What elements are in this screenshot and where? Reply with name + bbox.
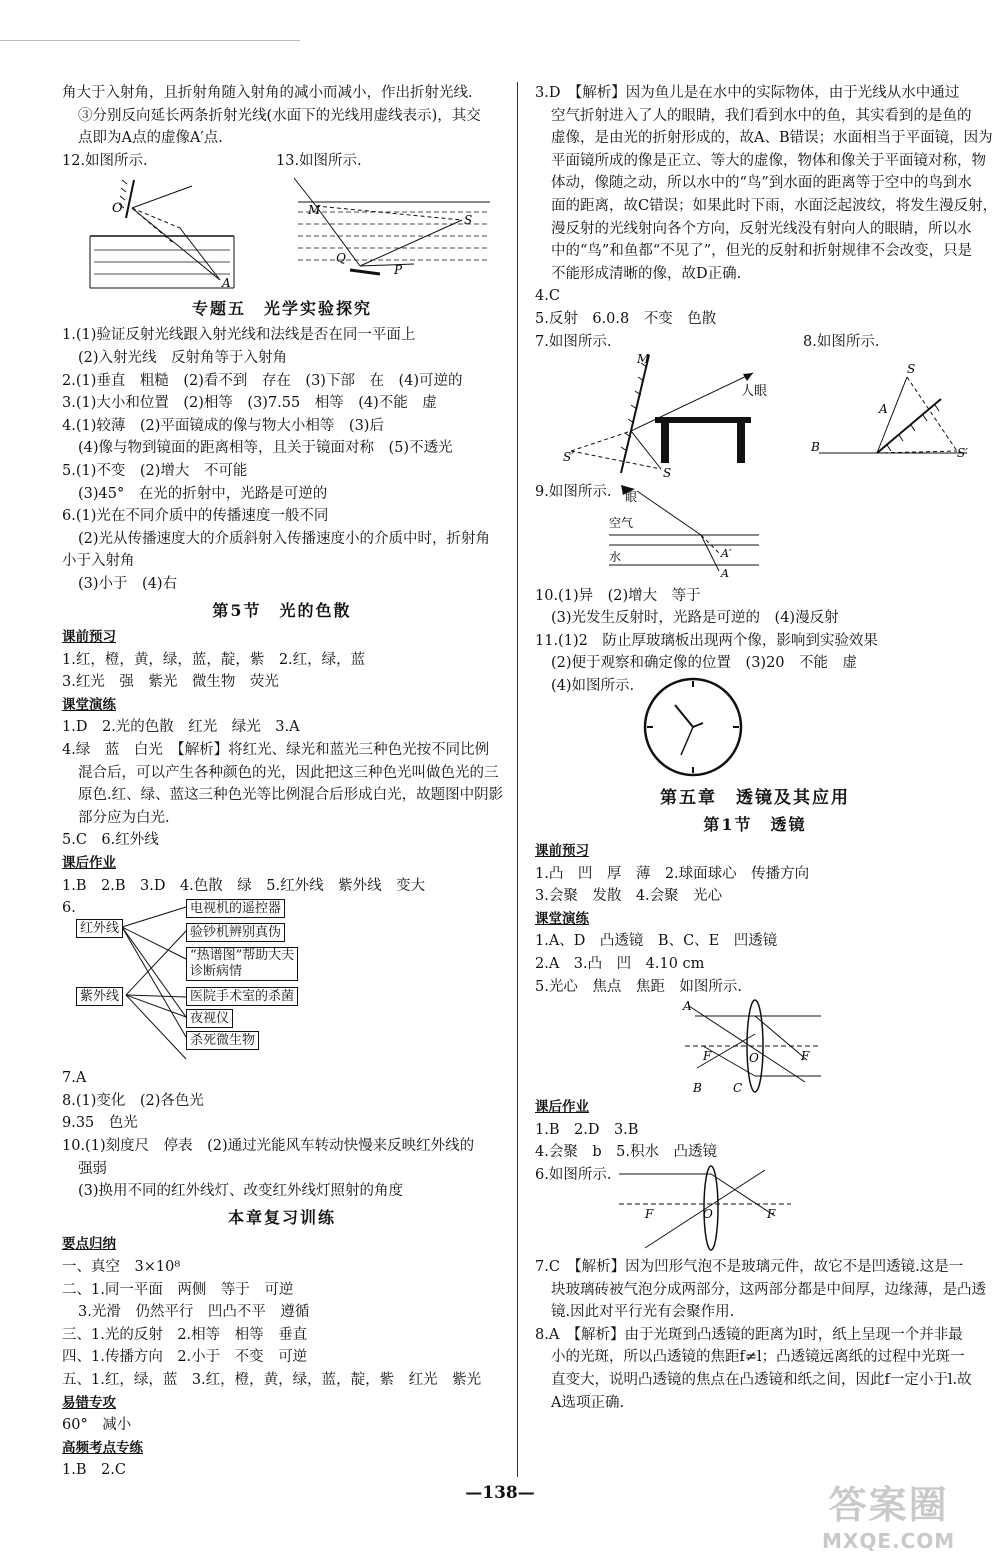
text-line: (3)45° 在光的折射中，光路是可逆的 [78, 485, 328, 502]
svg-text:O: O [749, 1051, 759, 1066]
text-line: 8.A 【解析】由于光斑到凸透镜的距离为l时，纸上呈现一个并非最 [535, 1326, 963, 1343]
text-line: (3)光发生反射时，光路是可逆的 (4)漫反射 [551, 610, 839, 627]
text-line: 4.绿 蓝 白光 【解析】将红光、绿光和蓝光三种色光按不同比例 [62, 742, 490, 759]
text-line: 镜.因此对平行光有会聚作用. [551, 1304, 735, 1321]
svg-text:M: M [308, 202, 321, 217]
text-line: 二、1.同一平面 两侧 等于 可逆 [62, 1281, 294, 1298]
svg-text:P: P [394, 262, 403, 277]
text-line: 空气折射进入了人的眼睛，我们看到水中的鱼，其实看到的是鱼的 [551, 107, 972, 124]
svg-text:O: O [112, 200, 123, 216]
text-line: 4.C [535, 288, 560, 305]
subsection-label: 易错专攻 [62, 1394, 116, 1411]
text-line: 6.(1)光在不同介质中的传播速度一般不同 [62, 508, 329, 525]
text-line: 块玻璃砖被气泡分成两部分，这两部分都是中间厚，边缘薄，是凸透 [551, 1281, 986, 1298]
text-line: (2)光从传播速度大的介质斜射入传播速度小的介质中时，折射角 [78, 530, 491, 547]
svg-text:A: A [683, 999, 692, 1014]
match-item: 夜视仪 [186, 1009, 233, 1028]
text-line: 1.D 2.光的色散 红光 绿光 3.A [62, 719, 300, 736]
text-line: 面的距离，故C错误；如果此时下雨，水面泛起波纹，将发生漫反射， [551, 197, 998, 214]
svg-text:A′: A′ [721, 546, 732, 560]
svg-text:Q: Q [336, 250, 346, 265]
text-line: 9.35 色光 [62, 1115, 138, 1132]
column-divider [517, 82, 518, 1477]
text-line: 1.(1)验证反射光线跟入射光线和法线是否在同一平面上 [62, 327, 416, 344]
svg-text:S′: S′ [957, 445, 968, 460]
text-line: 1.A、D 凸透镜 B、C、E 凹透镜 [535, 933, 778, 950]
subsection-label: 课前预习 [62, 629, 116, 646]
match-item-line: “热谱图”帮助大夫 [190, 948, 295, 964]
svg-text:F: F [703, 1049, 712, 1064]
text-line: 五、1.红，绿，蓝 3.红，橙，黄，绿，蓝，靛，紫 红光 紫光 [62, 1371, 482, 1388]
text-line: 一、真空 3×10⁸ [62, 1258, 181, 1275]
lens-figure-6 [615, 1164, 795, 1254]
text-line: 三、1.光的反射 2.相等 相等 垂直 [62, 1326, 308, 1343]
text-line: 5.C 6.红外线 [62, 832, 159, 849]
svg-text:S: S [464, 212, 473, 227]
chapter-title: 第五章 透镜及其应用 [660, 787, 850, 808]
svg-text:B: B [693, 1081, 702, 1095]
svg-text:F: F [767, 1207, 776, 1222]
svg-text:A: A [222, 275, 231, 290]
svg-text:C: C [733, 1081, 743, 1095]
text-line: 原色.红、绿、蓝这三种色光等比例混合后形成白光，故题图中阴影 [78, 787, 504, 804]
match-item: 电视机的遥控器 [186, 899, 285, 918]
text-line: ③分别反向延长两条折射光线(水面下的光线用虚线表示)，其交 [78, 107, 481, 124]
section-title: 第5节 光的色散 [212, 600, 352, 620]
text-line: 5.反射 6.0.8 不变 色散 [535, 310, 717, 327]
question-9: 9.如图所示. [535, 483, 612, 500]
text-line: (3)小于 (4)右 [78, 575, 178, 592]
svg-text:B: B [811, 439, 820, 454]
text-line: 1.B 2.D 3.B [535, 1121, 639, 1138]
subsection-label: 高频考点专练 [62, 1439, 143, 1456]
figure-12-refraction-diagram [84, 172, 264, 292]
text-line: 平面镜所成的像是正立、等大的虚像，物体和像关于平面镜对称，物 [551, 152, 986, 169]
match-item: 杀死微生物 [186, 1031, 259, 1050]
text-line: 漫反射的光线射向各个方向，反射光线没有射向人的眼睛，所以水 [551, 220, 972, 237]
water-label: 水 [609, 549, 622, 564]
watermark-line: MXQE.COM [822, 1529, 956, 1553]
top-rule [0, 40, 300, 41]
text-line: (4)如图所示. [551, 677, 635, 694]
text-line: 体动，像随之动，所以水中的“鸟”到水面的距离等于空中的鸟到水 [551, 175, 972, 192]
subsection-label: 课前预习 [535, 843, 589, 860]
text-line: (3)换用不同的红外线灯、改变红外线灯照射的角度 [78, 1183, 404, 1200]
text-line: 2.(1)垂直 粗糙 (2)看不到 存在 (3)下部 在 (4)可逆的 [62, 372, 463, 389]
question-7: 7.如图所示. [535, 333, 612, 350]
text-line: 3.会聚 发散 4.会聚 光心 [535, 888, 723, 905]
question-6: 6. [62, 900, 76, 917]
text-line: 1.B 2.B 3.D 4.色散 绿 5.红外线 紫外线 变大 [62, 877, 426, 894]
svg-text:F: F [801, 1049, 810, 1064]
text-line: 点即为A点的虚像A′点. [78, 130, 223, 147]
match-item [186, 947, 298, 981]
text-line: 混合后，可以产生各种颜色的光，因此把这三种色光叫做色光的三 [78, 764, 499, 781]
page-number: —138— [465, 1483, 535, 1503]
text-line: 10.(1)异 (2)增大 等于 [535, 587, 701, 604]
svg-text:S: S [663, 465, 672, 479]
question-13: 13.如图所示. [276, 152, 362, 169]
eye-label: 人眼 [741, 383, 768, 399]
svg-text:F: F [645, 1207, 654, 1222]
text-line: A选项正确. [551, 1394, 625, 1411]
svg-text:A: A [879, 401, 888, 416]
text-line: 1.B 2.C [62, 1462, 126, 1479]
text-line: 8.(1)变化 (2)各色光 [62, 1092, 204, 1109]
clock-figure [641, 675, 745, 779]
text-line: 部分应为白光. [78, 809, 170, 826]
text-line: (2)便于观察和确定像的位置 (3)20 不能 虚 [551, 655, 858, 672]
text-line: 小于入射角 [62, 553, 135, 570]
right-column [535, 82, 998, 1414]
text-line: 7.A [62, 1070, 87, 1087]
svg-text:M: M [637, 352, 650, 366]
text-line: 1.凸 凹 厚 薄 2.球面球心 传播方向 [535, 865, 810, 882]
matching-diagram [62, 897, 502, 1067]
section-title: 专题五 光学实验探究 [191, 298, 372, 318]
text-line: 3.(1)大小和位置 (2)相等 (3)7.55 相等 (4)不能 虚 [62, 395, 437, 412]
text-line: (2)入射光线 反射角等于入射角 [78, 349, 288, 366]
svg-text:A: A [721, 566, 729, 580]
watermark [822, 1474, 955, 1553]
text-line: 四、1.传播方向 2.小于 不变 可逆 [62, 1349, 308, 1366]
svg-text:O: O [703, 1207, 713, 1222]
text-line: 2.A 3.凸 凹 4.10 cm [535, 956, 705, 973]
subsection-label: 课后作业 [535, 1099, 589, 1116]
text-line: 10.(1)刻度尺 停表 (2)通过光能风车转动快慢来反映红外线的 [62, 1138, 475, 1154]
text-line: 11.(1)2 防止厚玻璃板出现两个像，影响到实验效果 [535, 632, 878, 649]
match-item-line: 诊断病情 [190, 964, 243, 980]
text-line: 6.如图所示. [535, 1167, 612, 1184]
text-line: 虚像，是由光的折射形成的，故A、B错误；水面相当于平面镜，因为 [551, 130, 993, 147]
figure-9-refraction-diagram [609, 481, 789, 585]
figure-8-mirror-diagram [807, 353, 977, 479]
subsection-label: 课堂演练 [535, 910, 589, 927]
subsection-label: 课堂演练 [62, 696, 116, 713]
subsection-label: 要点归纳 [62, 1236, 116, 1253]
text-line: 60° 减小 [62, 1417, 132, 1434]
text-line: 7.C 【解析】因为凹形气泡不是玻璃元件，故它不是凹透镜.这是一 [535, 1259, 964, 1276]
air-label: 空气 [609, 515, 634, 530]
question-8: 8.如图所示. [803, 333, 880, 350]
text-line: 4.(1)较薄 (2)平面镜成的像与物大小相等 (3)后 [62, 417, 384, 434]
text-line: 小的光斑，所以凸透镜的焦距f≠l；凸透镜远离纸的过程中光斑一 [551, 1349, 965, 1366]
svg-text:S: S [907, 361, 916, 376]
text-line: 不能形成清晰的像，故D正确. [551, 265, 742, 282]
eye-label: 眼 [625, 489, 638, 504]
section-title: 本章复习训练 [227, 1207, 336, 1227]
match-item: 医院手术室的杀菌 [186, 987, 298, 1006]
label-ultraviolet: 紫外线 [76, 987, 123, 1006]
section-title: 第1节 透镜 [703, 814, 807, 834]
text-line: 5.光心 焦点 焦距 如图所示. [535, 978, 742, 995]
match-item: 验钞机辨别真伪 [186, 923, 285, 942]
text-line: (4)像与物到镜面的距离相等，且关于镜面对称 (5)不透光 [78, 440, 453, 457]
text-line: 强弱 [78, 1160, 107, 1177]
label-infrared: 红外线 [76, 919, 123, 938]
text-line: 1.红，橙，黄，绿，蓝，靛，紫 2.红，绿，蓝 [62, 651, 366, 668]
left-column [62, 82, 502, 1482]
figure-13-refraction-diagram [294, 172, 494, 292]
text-line: 5.(1)不变 (2)增大 不可能 [62, 462, 248, 479]
text-line: 3.D 【解析】因为鱼儿是在水中的实际物体，由于光线从水中通过 [535, 85, 960, 101]
figure-7-mirror-diagram [557, 353, 787, 479]
text-line: 直变大，说明凸透镜的焦点在凸透镜和纸之间，因此f一定小于l.故 [551, 1372, 972, 1388]
text-line: 3.红光 强 紫光 微生物 荧光 [62, 674, 279, 691]
question-12: 12.如图所示. [62, 152, 148, 169]
subsection-label: 课后作业 [62, 855, 116, 872]
svg-text:S′: S′ [563, 449, 574, 464]
text-line: 3.光滑 仍然平行 凹凸不平 遵循 [78, 1304, 310, 1321]
text-line: 4.会聚 b 5.积水 凸透镜 [535, 1144, 717, 1161]
watermark-line: 答案圈 [828, 1483, 949, 1527]
lens-figure-5 [675, 998, 825, 1094]
text-line: 角大于入射角，且折射角随入射角的减小而减小，作出折射光线. [62, 85, 473, 101]
text-line: 中的“鸟”和鱼都“不见了”，但光的反射和折射规律不会改变，只是 [551, 243, 973, 260]
